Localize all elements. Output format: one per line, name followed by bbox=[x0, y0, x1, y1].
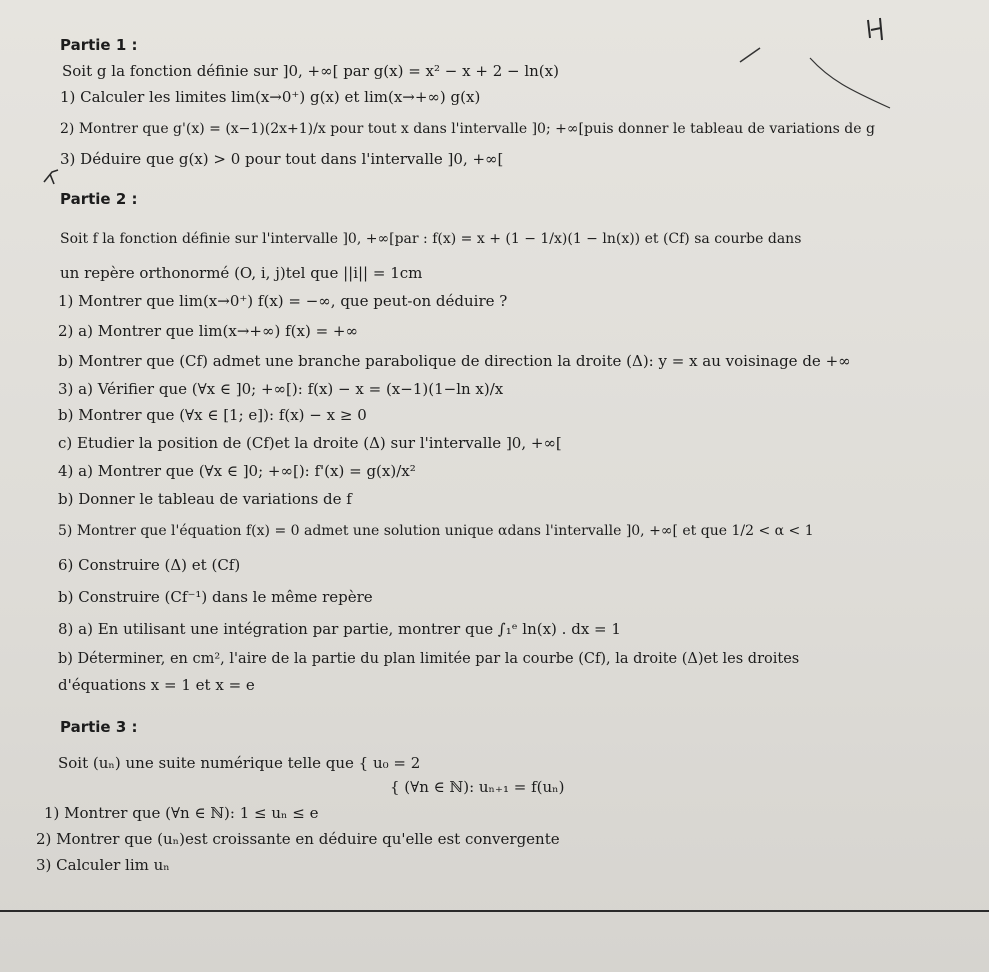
partie-1-line-4: 3) Déduire que g(x) > 0 pour tout dans l'intervalle ]0, +∞[ bbox=[60, 150, 504, 168]
partie-2-line-14: 8) a) En utilisant une intégration par partie, montrer que ∫₁ᵉ ln(x) . dx = 1 bbox=[58, 620, 621, 638]
partie-1-line-1: Soit g la fonction définie sur ]0, +∞[ par g(x) = x² − x + 2 − ln(x) bbox=[62, 62, 559, 80]
partie-3-line-3: 1) Montrer que (∀n ∈ ℕ): 1 ≤ uₙ ≤ e bbox=[44, 804, 319, 822]
partie-2-line-15: b) Déterminer, en cm², l'aire de la partie du plan limitée par la courbe (Cf), la droite (Δ)et les droites bbox=[58, 651, 800, 667]
partie-1-heading: Partie 1 : bbox=[60, 36, 138, 54]
partie-2-line-7: b) Montrer que (∀x ∈ [1; e]): f(x) − x ≥ 0 bbox=[58, 406, 367, 424]
partie-1-line-2: 1) Calculer les limites lim(x→0⁺) g(x) et lim(x→+∞) g(x) bbox=[60, 88, 481, 106]
partie-2-line-12: 6) Construire (Δ) et (Cf) bbox=[58, 556, 241, 574]
partie-2-line-5: b) Montrer que (Cf) admet une branche parabolique de direction la droite (Δ): y = x au voisinage de +∞ bbox=[58, 352, 851, 370]
partie-3-heading: Partie 3 : bbox=[60, 718, 138, 736]
partie-3-line-2: { (∀n ∈ ℕ): uₙ₊₁ = f(uₙ) bbox=[390, 778, 565, 796]
partie-2-line-8: c) Etudier la position de (Cf)et la droite (Δ) sur l'intervalle ]0, +∞[ bbox=[58, 434, 562, 452]
partie-3-line-4: 2) Montrer que (uₙ)est croissante en déduire qu'elle est convergente bbox=[36, 830, 560, 848]
partie-2-line-16: d'équations x = 1 et x = e bbox=[58, 676, 255, 694]
partie-2-line-3: 1) Montrer que lim(x→0⁺) f(x) = −∞, que peut-on déduire ? bbox=[58, 292, 508, 310]
partie-2-line-13: b) Construire (Cf⁻¹) dans le même repère bbox=[58, 588, 373, 606]
pen-marks bbox=[680, 10, 940, 120]
partie-2-line-2: un repère orthonormé (O, i, j)tel que ||i|| = 1cm bbox=[60, 264, 423, 282]
partie-2-heading: Partie 2 : bbox=[60, 190, 138, 208]
partie-2-line-11: 5) Montrer que l'équation f(x) = 0 admet une solution unique αdans l'intervalle ]0, +∞[ et que 1/2 < α < 1 bbox=[58, 523, 814, 539]
partie-2-line-9: 4) a) Montrer que (∀x ∈ ]0; +∞[): f'(x) = g(x)/x² bbox=[58, 462, 416, 480]
partie-2-line-4: 2) a) Montrer que lim(x→+∞) f(x) = +∞ bbox=[58, 322, 358, 340]
partie-2-line-10: b) Donner le tableau de variations de f bbox=[58, 490, 352, 508]
bottom-rule bbox=[0, 910, 989, 912]
pen-mark-left bbox=[40, 166, 64, 188]
partie-2-line-1: Soit f la fonction définie sur l'intervalle ]0, +∞[par : f(x) = x + (1 − 1/x)(1 − ln(x)) et (Cf) sa courbe dans bbox=[60, 231, 802, 247]
partie-3-line-1: Soit (uₙ) une suite numérique telle que { u₀ = 2 bbox=[58, 754, 421, 772]
partie-3-line-5: 3) Calculer lim uₙ bbox=[36, 856, 170, 874]
partie-2-line-6: 3) a) Vérifier que (∀x ∈ ]0; +∞[): f(x) − x = (x−1)(1−ln x)/x bbox=[58, 380, 504, 398]
partie-1-line-3: 2) Montrer que g'(x) = (x−1)(2x+1)/x pour tout x dans l'intervalle ]0; +∞[puis donner le tableau de variations de g bbox=[60, 121, 875, 137]
